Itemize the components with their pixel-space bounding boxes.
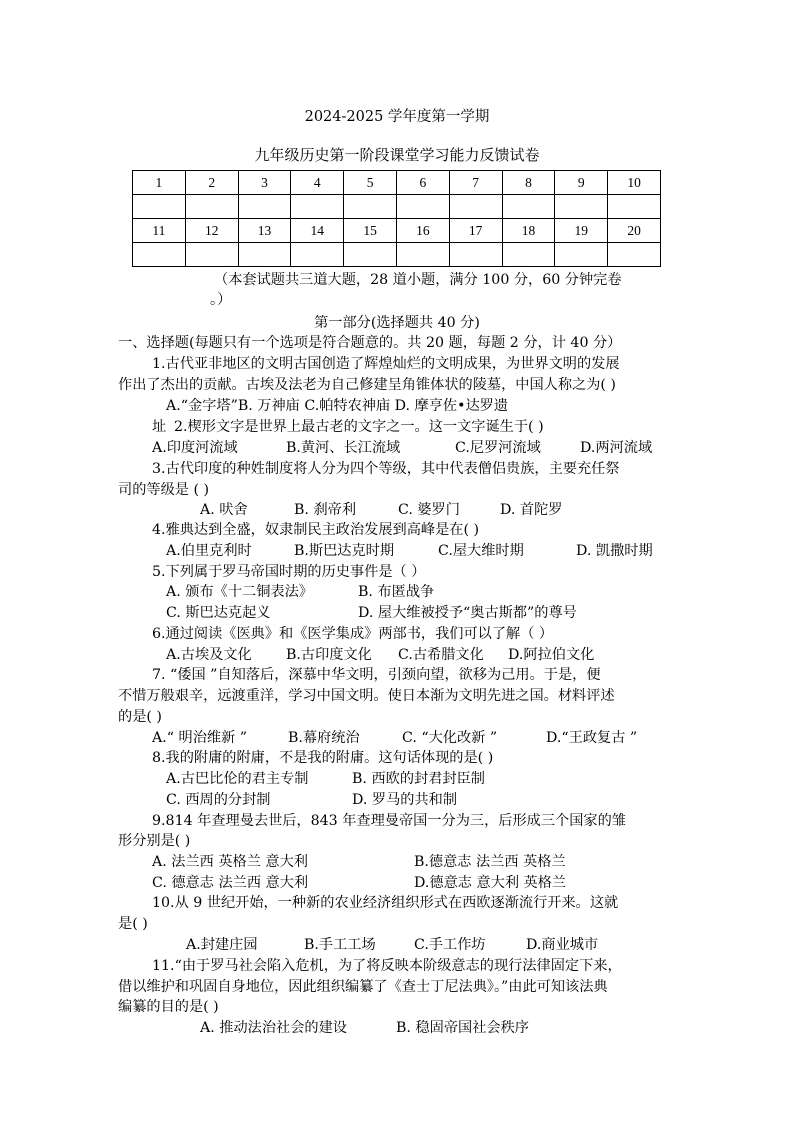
q8-option-a[interactable]: A.古巴比伦的君主专制 [166, 771, 309, 787]
answer-blank-cell[interactable] [291, 195, 344, 219]
q3-option-c[interactable]: C. 婆罗门 [398, 502, 460, 518]
q1-options-wrap: 址 [152, 419, 167, 435]
q9-option-d[interactable]: D.德意志 意大利 英格兰 [414, 875, 567, 891]
q8-stem: 8.我的附庸的附庸，不是我的附庸。这句话体现的是( ) [152, 750, 494, 766]
answer-blank-cell[interactable] [555, 195, 608, 219]
answer-blank-cell[interactable] [238, 195, 291, 219]
question-number-cell: 1 [133, 171, 186, 195]
answer-blank-cell[interactable] [185, 243, 238, 267]
q2-stem: 2.楔形文字是世界上最古老的文字之一。这一文字诞生于( ) [174, 419, 544, 435]
answer-table [132, 170, 661, 267]
answer-table-header-row [133, 219, 661, 243]
q6-stem: 6.通过阅读《医典》和《医学集成》两部书，我们可以了解（ ） [152, 626, 554, 642]
q3-option-b[interactable]: B. 刹帝利 [294, 502, 357, 518]
q3-stem-line2: 司的等级是 ( ) [118, 482, 210, 498]
answer-blank-cell[interactable] [608, 195, 661, 219]
q5-stem: 5.下列属于罗马帝国时期的历史事件是（ ） [152, 564, 426, 580]
q3-stem-line1: 3.古代印度的种姓制度将人分为四个等级，其中代表僧侣贵族，主要充任祭 [152, 461, 620, 477]
question-number-cell: 18 [502, 219, 555, 243]
answer-blank-cell[interactable] [291, 243, 344, 267]
answer-blank-cell[interactable] [502, 243, 555, 267]
q7-option-d[interactable]: D.“王政复古 ” [546, 730, 638, 746]
answer-blank-cell[interactable] [449, 243, 502, 267]
answer-blank-cell[interactable] [185, 195, 238, 219]
q11-stem-line3: 编纂的目的是( ) [118, 999, 219, 1015]
answer-blank-cell[interactable] [344, 195, 397, 219]
q5-option-d[interactable]: D. 屋大维被授予“奥古斯都”的尊号 [358, 605, 577, 621]
q7-option-c[interactable]: C. “大化改新 ” [402, 730, 498, 746]
answer-blank-cell[interactable] [133, 195, 186, 219]
q7-stem-line2: 不惜万般艰辛，远渡重洋，学习中国文明。使日本渐为文明先进之国。材料评述 [118, 688, 615, 704]
question-number-cell: 20 [608, 219, 661, 243]
section1-instructions: 一、选择题(每题只有一个选项是符合题意的。共 20 题，每题 2 分，计 40 分） [118, 335, 622, 351]
q9-stem-line2: 形分别是( ) [118, 833, 191, 849]
question-number-cell: 12 [185, 219, 238, 243]
question-number-cell: 14 [291, 219, 344, 243]
q9-option-b[interactable]: B.德意志 法兰西 英格兰 [414, 854, 566, 870]
q1-options[interactable]: A.“金字塔”B. 万神庙 C.帕特农神庙 D. 摩亨佐•达罗遗 [166, 398, 509, 414]
question-number-cell: 2 [185, 171, 238, 195]
q10-option-d[interactable]: D.商业城市 [526, 937, 599, 953]
question-number-cell: 8 [502, 171, 555, 195]
answer-blank-cell[interactable] [608, 243, 661, 267]
exam-term: 2024-2025 学年度第一学期 [304, 109, 490, 125]
question-number-cell: 7 [449, 171, 502, 195]
q11-option-a[interactable]: A. 推动法治社会的建设 [200, 1020, 347, 1036]
q2-option-d[interactable]: D.两河流域 [580, 440, 653, 456]
question-number-cell: 6 [396, 171, 449, 195]
answer-blank-cell[interactable] [133, 243, 186, 267]
question-number-cell: 15 [344, 219, 397, 243]
question-number-cell: 3 [238, 171, 291, 195]
answer-blank-cell[interactable] [396, 243, 449, 267]
q7-option-b[interactable]: B.幕府统治 [288, 730, 360, 746]
exam-title: 九年级历史第一阶段课堂学习能力反馈试卷 [254, 146, 540, 164]
q7-stem-line1: 7. “倭国 ”自知落后，深慕中华文明，引颈向望，欲移为己用。于是，便 [152, 667, 601, 683]
answer-blank-row [133, 195, 661, 219]
exam-note-line2: 。） [210, 292, 232, 308]
question-number-cell: 13 [238, 219, 291, 243]
q2-option-b[interactable]: B.黄河、长江流域 [286, 440, 401, 456]
q6-option-c[interactable]: C.古希腊文化 [398, 647, 484, 663]
q11-option-b[interactable]: B. 稳固帝国社会秩序 [396, 1020, 529, 1036]
q5-option-c[interactable]: C. 斯巴达克起义 [166, 605, 271, 621]
q9-option-c[interactable]: C. 德意志 法兰西 意大利 [152, 875, 309, 891]
question-number-cell: 19 [555, 219, 608, 243]
q2-option-a[interactable]: A.印度河流域 [152, 440, 238, 456]
question-number-cell: 4 [291, 171, 344, 195]
q10-option-b[interactable]: B.手工工场 [304, 937, 376, 953]
q5-option-a[interactable]: A. 颁布《十二铜表法》 [166, 584, 313, 600]
q4-stem: 4.雅典达到全盛，奴隶制民主政治发展到高峰是在( ) [152, 522, 480, 538]
q2-option-c[interactable]: C.尼罗河流域 [455, 440, 541, 456]
q7-stem-line3: 的是( ) [118, 709, 162, 725]
question-number-cell: 9 [555, 171, 608, 195]
q4-option-d[interactable]: D. 凯撒时期 [576, 543, 653, 559]
q8-option-b[interactable]: B. 西欧的封君封臣制 [352, 771, 485, 787]
q10-option-c[interactable]: C.手工作坊 [414, 937, 486, 953]
q5-option-b[interactable]: B. 布匿战争 [358, 584, 435, 600]
q3-option-a[interactable]: A. 吠舍 [200, 502, 248, 518]
q11-stem-line1: 11.“由于罗马社会陷入危机，为了将反映本阶级意志的现行法律固定下来， [152, 958, 622, 974]
question-number-cell: 5 [344, 171, 397, 195]
q9-option-a[interactable]: A. 法兰西 英格兰 意大利 [152, 854, 308, 870]
answer-blank-cell[interactable] [396, 195, 449, 219]
q8-option-c[interactable]: C. 西周的分封制 [166, 792, 271, 808]
q10-stem-line2: 是( ) [118, 916, 148, 932]
q1-stem-line2: 作出了杰出的贡献。古埃及法老为自己修建呈角锥体状的陵墓，中国人称之为( ) [118, 377, 616, 393]
q1-stem-line1: 1.古代亚非地区的文明古国创造了辉煌灿烂的文明成果，为世界文明的发展 [152, 356, 620, 372]
q4-option-a[interactable]: A.伯里克利时 [166, 543, 252, 559]
answer-table-header-row [133, 171, 661, 195]
q10-option-a[interactable]: A.封建庄园 [186, 937, 258, 953]
answer-blank-cell[interactable] [344, 243, 397, 267]
q9-stem-line1: 9.814 年查理曼去世后，843 年查理曼帝国一分为三，后形成三个国家的雏 [152, 813, 626, 829]
q6-option-b[interactable]: B.古印度文化 [286, 647, 372, 663]
q11-stem-line2: 借以维护和巩固自身地位，因此组织编纂了《查士丁尼法典》。”由此可知该法典 [118, 979, 608, 995]
answer-blank-cell[interactable] [502, 195, 555, 219]
answer-blank-cell[interactable] [238, 243, 291, 267]
q6-option-a[interactable]: A.古埃及文化 [166, 647, 252, 663]
question-number-cell: 17 [449, 219, 502, 243]
q4-option-b[interactable]: B.斯巴达克时期 [294, 543, 395, 559]
answer-blank-cell[interactable] [449, 195, 502, 219]
q10-stem-line1: 10.从 9 世纪开始，一种新的农业经济组织形式在西欧逐渐流行开来。这就 [152, 895, 619, 911]
q7-option-a[interactable]: A.“ 明治维新 ” [152, 730, 248, 746]
exam-note-line1: （本套试题共三道大题，28 道小题，满分 100 分，60 分钟完卷 [214, 272, 622, 288]
question-number-cell: 11 [133, 219, 186, 243]
answer-blank-row [133, 243, 661, 267]
q8-option-d[interactable]: D. 罗马的共和制 [352, 792, 458, 808]
q6-option-d[interactable]: D.阿拉伯文化 [508, 647, 595, 663]
question-number-cell: 10 [608, 171, 661, 195]
question-number-cell: 16 [396, 219, 449, 243]
q3-option-d[interactable]: D. 首陀罗 [500, 502, 563, 518]
answer-blank-cell[interactable] [555, 243, 608, 267]
q4-option-c[interactable]: C.屋大维时期 [438, 543, 524, 559]
part1-title: 第一部分(选择题共 40 分) [314, 315, 480, 331]
